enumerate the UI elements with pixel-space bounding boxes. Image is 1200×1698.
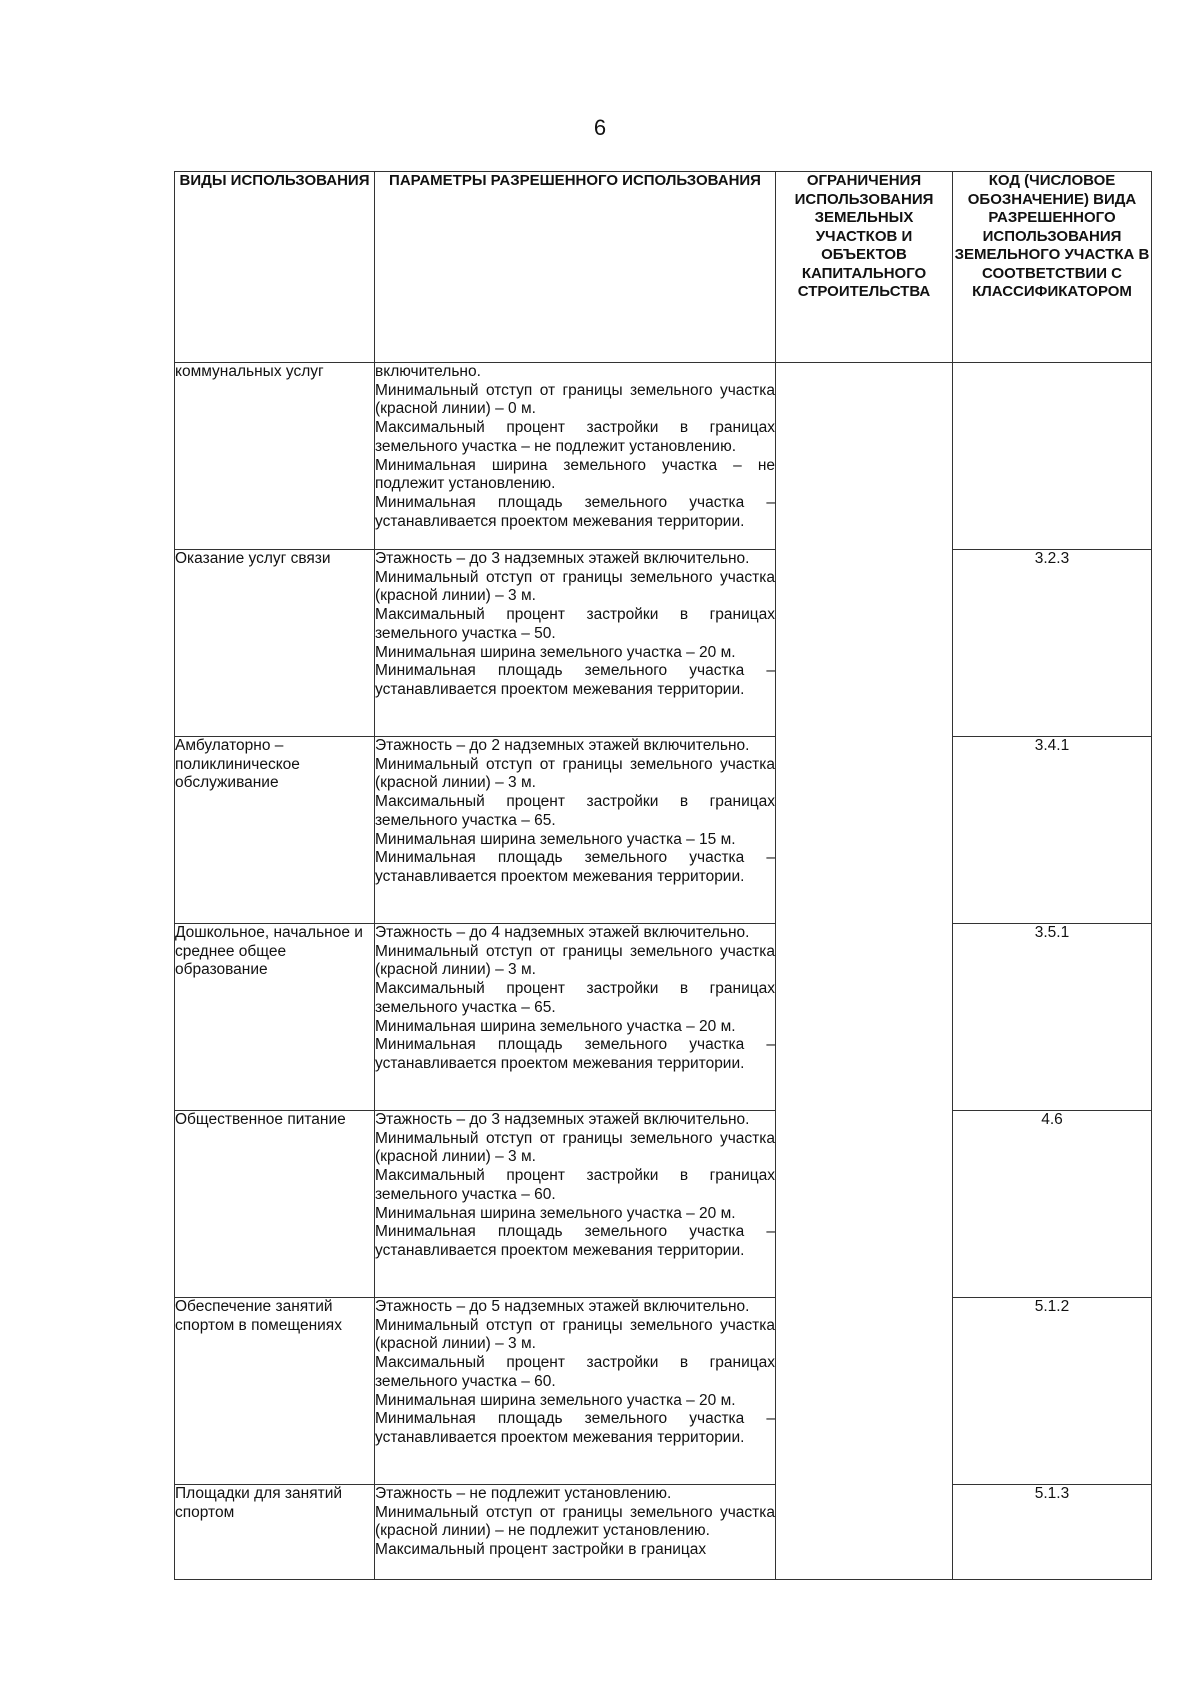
param-line: Максимальный процент застройки в границах — [375, 1541, 707, 1559]
param-line: Минимальная площадь земельного участка – устанавливается проектом межевания территории. — [375, 1036, 775, 1072]
param-line: Максимальный процент застройки в границах земельного участка – 65. — [375, 980, 775, 1016]
land-use-table — [174, 171, 1152, 1580]
code-cell: 3.5.1 — [953, 924, 1152, 1111]
param-line: Минимальный отступ от границы земельного участка (красной линии) – 3 м. — [375, 1129, 775, 1166]
param-line: включительно. — [375, 363, 481, 380]
param-line: Максимальный процент застройки в границах земельного участка – 65. — [375, 793, 775, 829]
table-row — [175, 1111, 1152, 1298]
param-line: Этажность – до 4 надземных этажей включительно. — [375, 924, 750, 941]
table-header-row — [175, 172, 1152, 363]
param-line: Минимальная ширина земельного участка – 20 м. — [375, 1391, 736, 1409]
use-type-cell: Амбулаторно – поликлиническое обслуживание — [175, 737, 375, 924]
parameters-cell — [375, 1111, 776, 1298]
code-cell: 5.1.2 — [953, 1298, 1152, 1485]
page-number: 6 — [593, 115, 607, 140]
param-line: Минимальный отступ от границы земельного участка (красной линии) – не подлежит установлению. — [375, 1503, 775, 1540]
param-line: Минимальная площадь земельного участка – устанавливается проектом межевания территории. — [375, 493, 775, 530]
code-cell: 5.1.3 — [953, 1485, 1152, 1580]
use-type-cell: Оказание услуг связи — [175, 550, 375, 737]
param-line: Минимальная ширина земельного участка – 20 м. — [375, 1017, 736, 1035]
param-line: Минимальная площадь земельного участка – устанавливается проектом межевания территории. — [375, 1410, 775, 1446]
param-line: Минимальная площадь земельного участка – устанавливается проектом межевания территории. — [375, 1223, 775, 1259]
param-line: Минимальная ширина земельного участка – 20 м. — [375, 1204, 736, 1222]
param-line: Минимальная ширина земельного участка – 15 м. — [375, 830, 736, 848]
param-line: Минимальный отступ от границы земельного участка (красной линии) – 3 м. — [375, 942, 775, 979]
param-line: Максимальный процент застройки в границах земельного участка – 50. — [375, 606, 775, 642]
table-row — [175, 1298, 1152, 1485]
parameters-cell — [375, 1485, 776, 1580]
parameters-cell — [375, 737, 776, 924]
param-line: Минимальная площадь земельного участка – устанавливается проектом межевания территории. — [375, 849, 775, 885]
use-type-cell: Площадки для занятий спортом — [175, 1485, 375, 1580]
param-line: Минимальный отступ от границы земельного участка (красной линии) – 3 м. — [375, 1316, 775, 1353]
table-row — [175, 1485, 1152, 1580]
code-cell — [953, 363, 1152, 550]
table-row — [175, 924, 1152, 1111]
use-type-cell: коммунальных услуг — [175, 363, 375, 550]
header-use-types: ВИДЫ ИСПОЛЬЗОВАНИЯ — [175, 172, 375, 363]
parameters-cell — [375, 1298, 776, 1485]
parameters-cell — [375, 924, 776, 1111]
parameters-cell — [375, 550, 776, 737]
table-row — [175, 550, 1152, 737]
use-type-cell: Дошкольное, начальное и среднее общее образование — [175, 924, 375, 1111]
use-type-cell: Общественное питание — [175, 1111, 375, 1298]
param-line: Минимальный отступ от границы земельного участка (красной линии) – 3 м. — [375, 568, 775, 605]
table-row — [175, 363, 1152, 550]
param-line: Минимальный отступ от границы земельного участка (красной линии) – 0 м. — [375, 381, 775, 418]
param-line: Максимальный процент застройки в границах земельного участка – 60. — [375, 1354, 775, 1390]
code-cell: 3.4.1 — [953, 737, 1152, 924]
param-line: Этажность – до 3 надземных этажей включительно. — [375, 550, 750, 567]
param-line: Минимальный отступ от границы земельного участка (красной линии) – 3 м. — [375, 755, 775, 792]
header-restrictions: ОГРАНИЧЕНИЯ ИСПОЛЬЗОВАНИЯ ЗЕМЕЛЬНЫХ УЧАСТКОВ И ОБЪЕКТОВ КАПИТАЛЬНОГО СТРОИТЕЛЬСТВА — [776, 172, 953, 363]
restrictions-cell — [776, 363, 953, 1580]
use-type-cell: Обеспечение занятий спортом в помещениях — [175, 1298, 375, 1485]
code-cell: 3.2.3 — [953, 550, 1152, 737]
param-line: Минимальная ширина земельного участка – не подлежит установлению. — [375, 456, 775, 493]
header-code: КОД (ЧИСЛОВОЕ ОБОЗНАЧЕНИЕ) ВИДА РАЗРЕШЕННОГО ИСПОЛЬЗОВАНИЯ ЗЕМЕЛЬНОГО УЧАСТКА В СООТВЕТСТВИИ С КЛАССИФИКАТОРОМ — [953, 172, 1152, 363]
param-line: Минимальная ширина земельного участка – 20 м. — [375, 643, 736, 661]
param-line: Этажность – до 3 надземных этажей включительно. — [375, 1111, 750, 1128]
param-line: Максимальный процент застройки в границах земельного участка – не подлежит установлению. — [375, 419, 775, 455]
param-line: Этажность – до 2 надземных этажей включительно. — [375, 737, 750, 754]
param-line: Минимальная площадь земельного участка – устанавливается проектом межевания территории. — [375, 662, 775, 698]
param-line: Этажность – не подлежит установлению. — [375, 1485, 672, 1502]
param-line: Максимальный процент застройки в границах земельного участка – 60. — [375, 1167, 775, 1203]
table-row — [175, 737, 1152, 924]
code-cell: 4.6 — [953, 1111, 1152, 1298]
header-parameters: ПАРАМЕТРЫ РАЗРЕШЕННОГО ИСПОЛЬЗОВАНИЯ — [375, 172, 776, 363]
parameters-cell — [375, 363, 776, 550]
param-line: Этажность – до 5 надземных этажей включительно. — [375, 1298, 750, 1315]
